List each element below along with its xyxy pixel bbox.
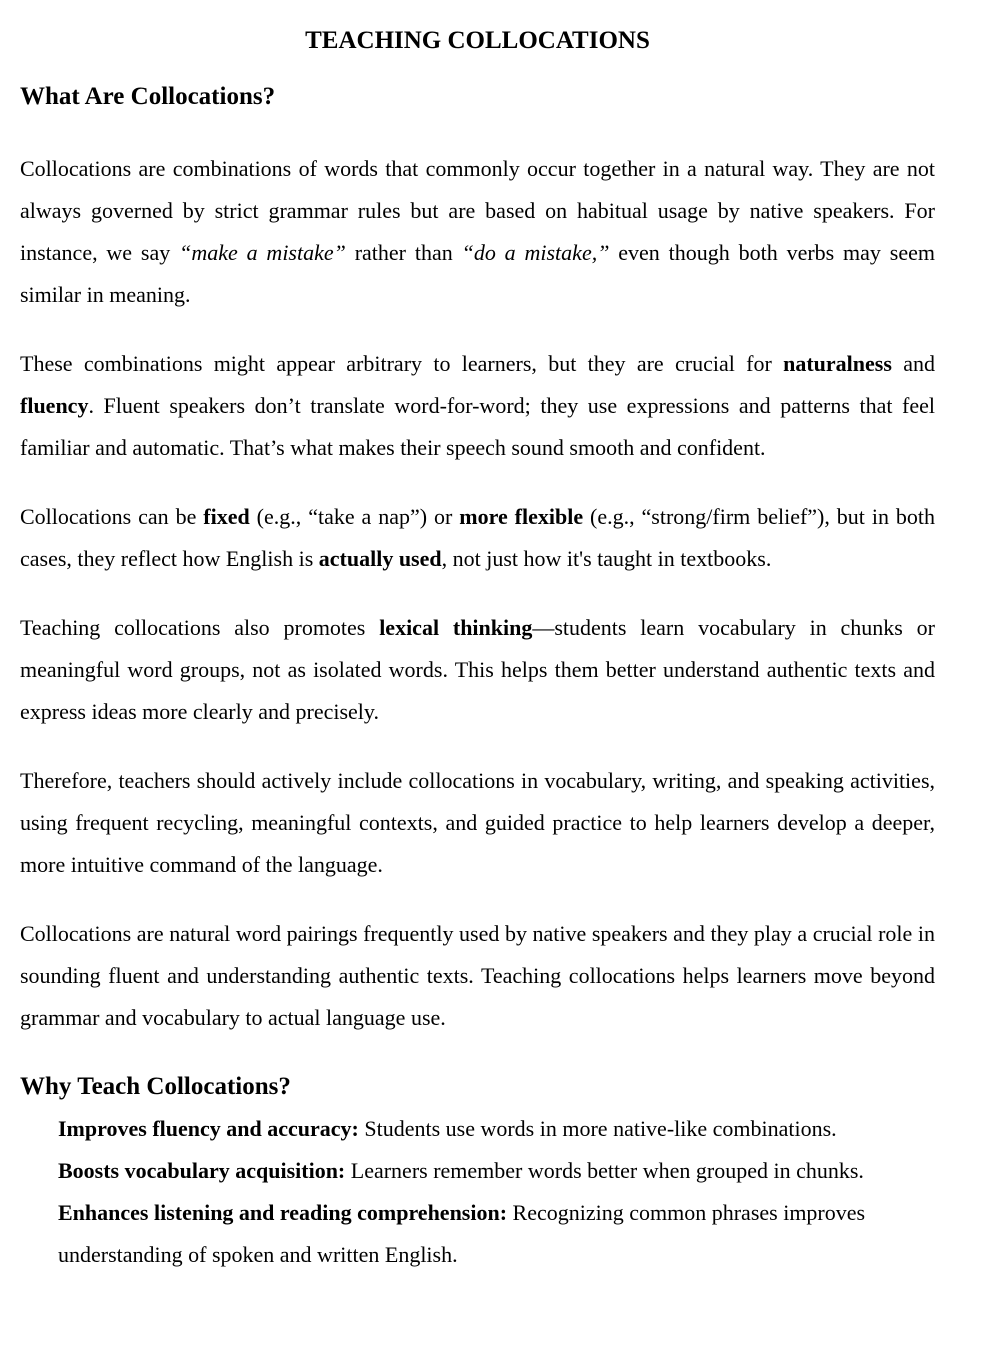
- heading-what-are-collocations: What Are Collocations?: [20, 83, 276, 110]
- text-run: Therefore, teachers should actively include collocations in vocabulary, writing, and speaking activities, using frequent recycling, meaningful contexts, and guided practice to help learners develop a deeper, more intuitive command of the language.: [20, 768, 935, 877]
- text-run: . Fluent speakers don’t translate word-for-word; they use expressions and patterns that feel familiar and automatic. That’s what makes their speech sound smooth and confident.: [20, 393, 935, 460]
- bold-run: Boosts vocabulary acquisition:: [58, 1158, 346, 1183]
- text-run: Collocations are natural word pairings frequently used by native speakers and they play a crucial role in sounding fluent and understanding authentic texts. Teaching collocations helps learners move beyond grammar and vocabulary to actual language use.: [20, 921, 935, 1030]
- text-run: Collocations can be: [20, 504, 204, 529]
- italic-run: “make a mistake”: [179, 240, 346, 265]
- list-item-listening-reading: [58, 1192, 935, 1276]
- text-run: , not just how it's taught in textbooks.: [441, 546, 772, 571]
- bold-run: actually used: [318, 546, 442, 571]
- text-run: Students use words in more native-like combinations.: [358, 1116, 837, 1141]
- benefits-list: [58, 1108, 935, 1276]
- italic-run: “do a mistake,”: [461, 240, 610, 265]
- text-run: Learners remember words better when grouped in chunks.: [345, 1158, 864, 1183]
- text-run: These combinations might appear arbitrary to learners, but they are crucial for: [20, 351, 784, 376]
- text-run: even though both verbs may seem similar in meaning.: [20, 240, 935, 307]
- text-run: Recognizing common phrases improves understanding of spoken and written English.: [58, 1200, 866, 1267]
- text-run: rather than: [345, 240, 462, 265]
- text-run: Collocations are combinations of words that commonly occur together in a natural way. They are not always governed by strict grammar rules but are based on habitual usage by native speakers. For instance, we say: [20, 156, 935, 265]
- heading-why-teach-collocations: Why Teach Collocations?: [20, 1073, 291, 1100]
- paragraph-teacher-advice: [20, 760, 935, 886]
- bold-run: more flexible: [459, 504, 584, 529]
- paragraph-naturalness-fluency: [20, 343, 935, 469]
- text-run: and: [891, 351, 936, 376]
- bold-run: lexical thinking: [379, 615, 533, 640]
- paragraph-fixed-flexible: [20, 496, 935, 580]
- list-item-vocabulary-acquisition: [58, 1150, 935, 1192]
- paragraph-definition: [20, 148, 935, 316]
- document-title: TEACHING COLLOCATIONS: [305, 27, 650, 54]
- text-run: Teaching collocations also promotes: [20, 615, 380, 640]
- bold-run: Enhances listening and reading comprehension:: [58, 1200, 508, 1225]
- bold-run: Improves fluency and accuracy:: [58, 1116, 359, 1141]
- text-run: —students learn vocabulary in chunks or meaningful word groups, not as isolated words. This helps them better understand authentic texts and express ideas more clearly and precisely.: [20, 615, 935, 724]
- bold-run: naturalness: [783, 351, 892, 376]
- paragraph-lexical-thinking: [20, 607, 935, 733]
- list-item-fluency-accuracy: [58, 1108, 935, 1150]
- text-run: (e.g., “strong/firm belief”), but in both cases, they reflect how English is: [20, 504, 935, 571]
- paragraph-summary: [20, 913, 935, 1039]
- bold-run: fixed: [203, 504, 250, 529]
- text-run: (e.g., “take a nap”) or: [249, 504, 460, 529]
- bold-run: fluency: [20, 393, 89, 418]
